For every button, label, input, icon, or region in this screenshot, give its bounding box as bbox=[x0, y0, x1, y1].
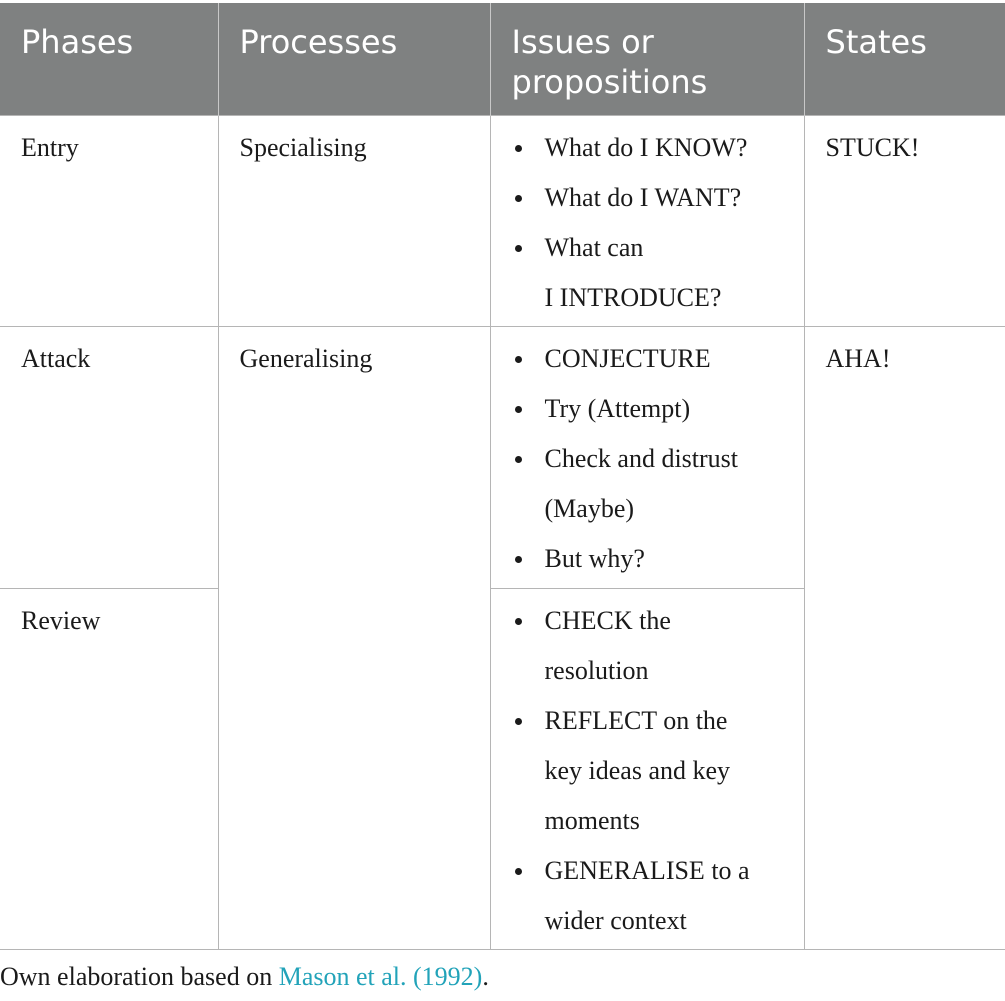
header-row bbox=[0, 3, 1005, 116]
list-item: What do I KNOW? bbox=[512, 123, 784, 173]
header-states: States bbox=[804, 3, 1005, 116]
list-item: CONJECTURE bbox=[512, 334, 784, 384]
table-footnote bbox=[0, 955, 489, 999]
footnote-prefix: Own elaboration based on bbox=[0, 962, 279, 991]
issues-list-review bbox=[512, 596, 784, 946]
cell-issues-attack bbox=[490, 327, 804, 589]
list-item: But why? bbox=[512, 534, 784, 584]
header-processes: Processes bbox=[218, 3, 490, 116]
cell-phase-review: Review bbox=[0, 589, 218, 950]
cell-state-stuck: STUCK! bbox=[804, 116, 1005, 327]
cell-issues-review bbox=[490, 589, 804, 950]
issues-list-attack bbox=[512, 334, 784, 584]
list-item: GENERALISE to a wider context bbox=[512, 846, 784, 946]
cell-state-aha: AHA! bbox=[804, 327, 1005, 950]
header-issues-line1: Issues or bbox=[511, 23, 654, 61]
header-issues bbox=[490, 3, 804, 116]
header-issues-line2: propositions bbox=[511, 63, 708, 101]
list-item: What can I INTRODUCE? bbox=[512, 223, 784, 323]
cell-process-generalising: Generalising bbox=[218, 327, 490, 950]
table-row-attack bbox=[0, 327, 1005, 589]
table-row-entry bbox=[0, 116, 1005, 327]
header-phases: Phases bbox=[0, 3, 218, 116]
issues-list-entry bbox=[512, 123, 784, 323]
list-item: CHECK the resolution bbox=[512, 596, 784, 696]
cell-phase-entry: Entry bbox=[0, 116, 218, 327]
list-item: Check and distrust (Maybe) bbox=[512, 434, 784, 534]
list-item: REFLECT on the key ideas and key moments bbox=[512, 696, 784, 846]
citation-link[interactable]: Mason et al. (1992) bbox=[278, 962, 483, 991]
phases-table bbox=[0, 3, 1005, 950]
cell-process-specialising: Specialising bbox=[218, 116, 490, 327]
list-item: What do I WANT? bbox=[512, 173, 784, 223]
cell-issues-entry bbox=[490, 116, 804, 327]
footnote-suffix: . bbox=[482, 962, 489, 991]
list-item: Try (Attempt) bbox=[512, 384, 784, 434]
cell-phase-attack: Attack bbox=[0, 327, 218, 589]
